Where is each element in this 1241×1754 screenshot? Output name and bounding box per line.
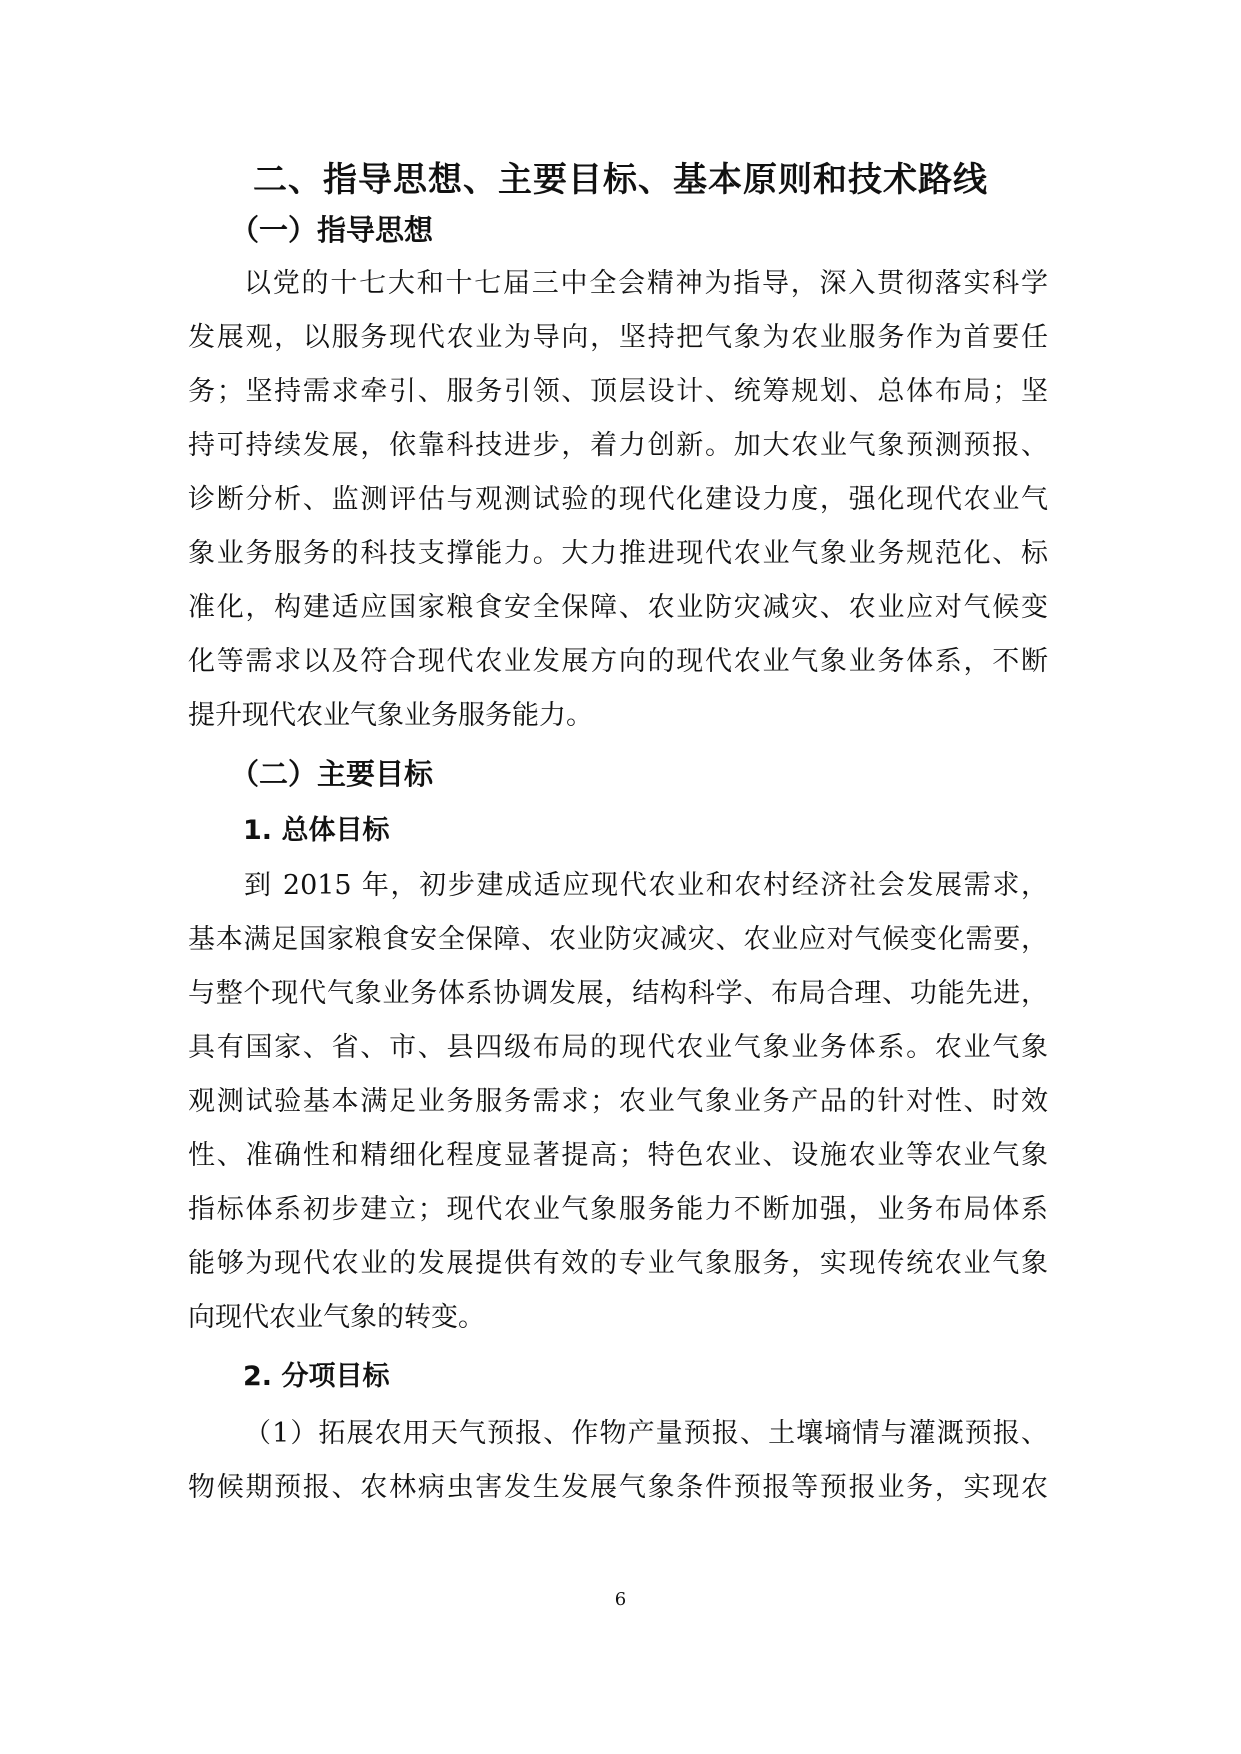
- paragraph-line: 与整个现代气象业务体系协调发展，结构科学、布局合理、功能先进，: [188, 978, 1048, 1009]
- subsection-heading-itemized-goals: 2. 分项目标: [243, 1361, 390, 1392]
- paragraph-line: 指标体系初步建立；现代农业气象服务能力不断加强，业务布局体系: [188, 1194, 1048, 1225]
- paragraph-line: 务；坚持需求牵引、服务引领、顶层设计、统筹规划、总体布局；坚: [188, 376, 1048, 407]
- paragraph-line: 能够为现代农业的发展提供有效的专业气象服务，实现传统农业气象: [188, 1248, 1048, 1279]
- paragraph-line: 象业务服务的科技支撑能力。大力推进现代农业气象业务规范化、标: [188, 538, 1048, 569]
- subsection-heading-overall-goal: 1. 总体目标: [243, 815, 390, 846]
- paragraph-line: 以党的十七大和十七届三中全会精神为指导，深入贯彻落实科学: [244, 268, 1048, 299]
- paragraph-line: 发展观，以服务现代农业为导向，坚持把气象为农业服务作为首要任: [188, 322, 1048, 353]
- paragraph-line: 基本满足国家粮食安全保障、农业防灾减灾、农业应对气候变化需要，: [188, 924, 1048, 955]
- section-heading-main-goals: （二）主要目标: [230, 757, 434, 791]
- page-title: 二、指导思想、主要目标、基本原则和技术路线: [253, 160, 988, 200]
- paragraph-line: 准化，构建适应国家粮食安全保障、农业防灾减灾、农业应对气候变: [188, 592, 1048, 623]
- paragraph-line: 持可持续发展，依靠科技进步，着力创新。加大农业气象预测预报、: [188, 430, 1048, 461]
- paragraph-line: 诊断分析、监测评估与观测试验的现代化建设力度，强化现代农业气: [188, 484, 1048, 515]
- paragraph-line: 向现代农业气象的转变。: [188, 1302, 485, 1333]
- paragraph-line: 化等需求以及符合现代农业发展方向的现代农业气象业务体系，不断: [188, 646, 1048, 677]
- section-heading-guiding-ideology: （一）指导思想: [230, 213, 434, 247]
- paragraph-line: 物候期预报、农林病虫害发生发展气象条件预报等预报业务，实现农: [188, 1472, 1048, 1503]
- paragraph-line: 观测试验基本满足业务服务需求；农业气象业务产品的针对性、时效: [188, 1086, 1048, 1117]
- paragraph-line: 到 2015 年，初步建成适应现代农业和农村经济社会发展需求，: [244, 870, 1048, 901]
- paragraph-line: （1）拓展农用天气预报、作物产量预报、土壤墒情与灌溉预报、: [244, 1418, 1048, 1449]
- paragraph-line: 具有国家、省、市、县四级布局的现代农业气象业务体系。农业气象: [188, 1032, 1048, 1063]
- page-number: 6: [614, 1589, 627, 1610]
- paragraph-line: 提升现代农业气象业务服务能力。: [188, 700, 593, 731]
- paragraph-line: 性、准确性和精细化程度显著提高；特色农业、设施农业等农业气象: [188, 1140, 1048, 1171]
